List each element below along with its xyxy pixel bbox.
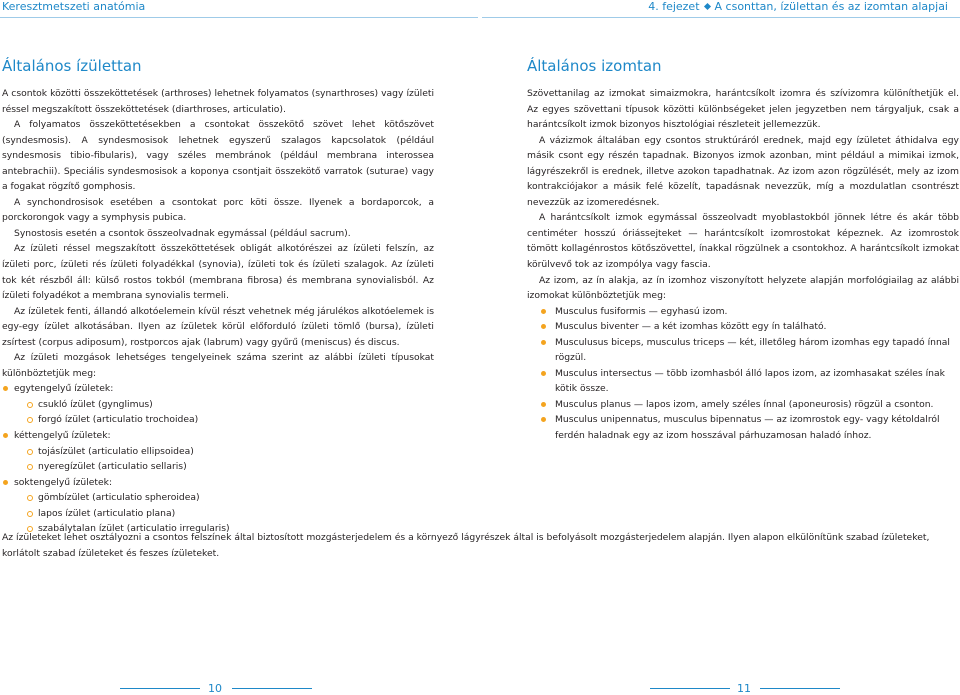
muscle-type-list [527, 304, 959, 444]
chapter-title: A csonttan, ízülettan és az izomtan alapjai [714, 0, 948, 13]
paragraph: Az ízületeket lehet osztályozni a csontos felszínek által biztosított mozgásterjedelem és a környező lágyrészek által is befolyásolt mozgásterjedelem alapján. Ilyen alapon elkülönítünk szabad ízületeket, korlátolt szabad ízületeket és feszes ízületeket. [2, 532, 930, 559]
page-number-rule [650, 688, 730, 689]
bottom-paragraph [2, 530, 932, 561]
paragraph: A vázizmok általában egy csontos struktúráról erednek, majd egy ízületet áthidalva egy másik csont egy részén tapadnak. Bizonyos izmok azonban, mint például a mimikai izmok, lágyrészekről is erednek, illetve azokon tapadhatnak. Az izom azon rögzülését, mely az izom kontrakciójakor a másik felé közelít, tapadásnak nevezzük, míg a mozdulatlan csontrészt nevezzük az izomeredésnek. [527, 134, 959, 208]
list-item: Musculus planus — lapos izom, amely széles ínnal (aponeurosis) rögzül a csonton. [527, 397, 959, 413]
list-item: Musculus unipennatus, musculus bipennatus — az izomrostok egy- vagy kétoldalról ferdén haladnak egy az izom hosszával párhuzamosan haladó ínhoz. [527, 412, 959, 443]
page-number-rule [760, 688, 840, 689]
paragraph: A csontok közötti összeköttetések (arthroses) lehetnek folyamatos (synarthroses) vagy ízületi réssel megszakított összeköttetések (diarthroses, articulatio). [2, 88, 434, 115]
list-item: lapos ízület (articulatio plana) [14, 506, 434, 522]
paragraph: A folyamatos összeköttetésekben a csontokat összekötő szövet lehet kötőszövet (syndesmosis). A syndesmosisok lehetnek egyszerű szalagos kapcsolatok (például syndesmosis tibio-fibularis), vagy széles membránok (például membrana interossea antebrachii). Speciális syndesmosisok a koponya csontjait összekötő varratok (suturae) vagy a fogakat rögzítő gomphosis. [2, 119, 434, 193]
section-heading-muscles: Általános izomtan [527, 57, 662, 75]
section-heading-joints: Általános ízülettan [2, 57, 142, 75]
list-item: egytengelyű ízületek: csukló ízület (gynglimus) forgó ízület (articulatio trochoidea) [2, 381, 434, 428]
chapter-header [648, 0, 948, 13]
paragraph: Az ízületi mozgások lehetséges tengelyeinek száma szerint az alábbi ízületi típusokat különböztetjük meg: [2, 352, 434, 379]
list-item: gömbízület (articulatio spheroidea) [14, 490, 434, 506]
paragraph: Az ízületek fenti, állandó alkotóelemein kívül részt vehetnek még járulékos alkotóelemek is egy-egy ízület alkotásában. Ilyen az ízületek körül előforduló ízületi tömlő (bursa), ízületi zsírtest (corpus adiposum), rostporcos ajak (labrum) vagy gyűrű (meniscus) és discus. [2, 305, 434, 348]
page-number-rule [120, 688, 200, 689]
list-item: Musculus fusiformis — egyhasú izom. [527, 304, 959, 320]
list-item: Musculusus biceps, musculus triceps — két, illetőleg három izomhas egy tapadó ínnal rögzül. [527, 335, 959, 366]
list-item: soktengelyű ízületek: gömbízület (articulatio spheroidea) lapos ízület (articulatio plana) szabálytalan ízület (articulatio irregularis) [2, 475, 434, 537]
list-item: csukló ízület (gynglimus) [14, 397, 434, 413]
right-column [527, 86, 959, 444]
list-item: Musculus biventer — a két izomhas között egy ín található. [527, 319, 959, 335]
list-item: tojásízület (articulatio ellipsoidea) [14, 444, 434, 460]
diamond-icon [703, 3, 710, 10]
joint-type-list [2, 381, 434, 536]
paragraph: Szövettanilag az izmokat simaizmokra, harántcsíkolt izomra és szívizomra különíthetjük el. Az egyes szövettani típusok közötti különbségeket jelen jegyzetben nem tárgyaljuk, csak a harántcsíkolt izmok bizonyos hisztológiai részleteit jellemezzük. [527, 88, 959, 131]
page-number-rule [232, 688, 312, 689]
header-rule-left [0, 17, 478, 18]
page-number-left: 10 [208, 682, 222, 695]
list-item: forgó ízület (articulatio trochoidea) [14, 412, 434, 428]
paragraph: Az ízületi réssel megszakított összeköttetések obligát alkotórészei az ízületi felszín, az ízületi porc, ízületi rés ízületi folyadékkal (synovia), ízületi tok és ízületi szalagok. Az ízületi tok két részből áll: külső rostos tokból (membrana fibrosa) és membrana synovialisból. Az ízületi folyadékot a membrana synovialis termeli. [2, 243, 434, 302]
list-item: szabálytalan ízület (articulatio irregularis) [14, 521, 434, 537]
running-header [0, 0, 960, 14]
list-item: Musculus intersectus — több izomhasból álló lapos izom, az izomhasakat széles ínak kötik össze. [527, 366, 959, 397]
list-item: kéttengelyű ízületek: tojásízület (articulatio ellipsoidea) nyeregízület (articulatio sellaris) [2, 428, 434, 475]
paragraph: Synostosis esetén a csontok összeolvadnak egymással (például sacrum). [14, 227, 351, 239]
header-rule-right [482, 17, 960, 18]
list-item: nyeregízület (articulatio sellaris) [14, 459, 434, 475]
paragraph: A synchondrosisok esetében a csontokat porc köti össze. Ilyenek a bordaporcok, a porckorongok vagy a symphysis pubica. [2, 196, 434, 224]
paragraph: A harántcsíkolt izmok egymással összeolvadt myoblastokból jönnek létre és akár több centiméter hosszú óriássejteket — harántcsíkolt izomrostokat képeznek. Az izomrostok tömött kollagénrostos kötőszövettel, ínakkal rögzülnek a csontokhoz. A harántcsíkolt izmokat körülvevő tok az izompólya vagy fascia. [527, 212, 959, 271]
chapter-number: 4. fejezet [648, 0, 700, 13]
book-title: Keresztmetszeti anatómia [2, 0, 146, 13]
left-column [2, 86, 434, 537]
page-number-right: 11 [737, 682, 751, 695]
paragraph: Az izom, az ín alakja, az ín izomhoz viszonyított helyzete alapján morfológiailag az alábbi izomokat különböztetjük meg: [527, 274, 959, 302]
